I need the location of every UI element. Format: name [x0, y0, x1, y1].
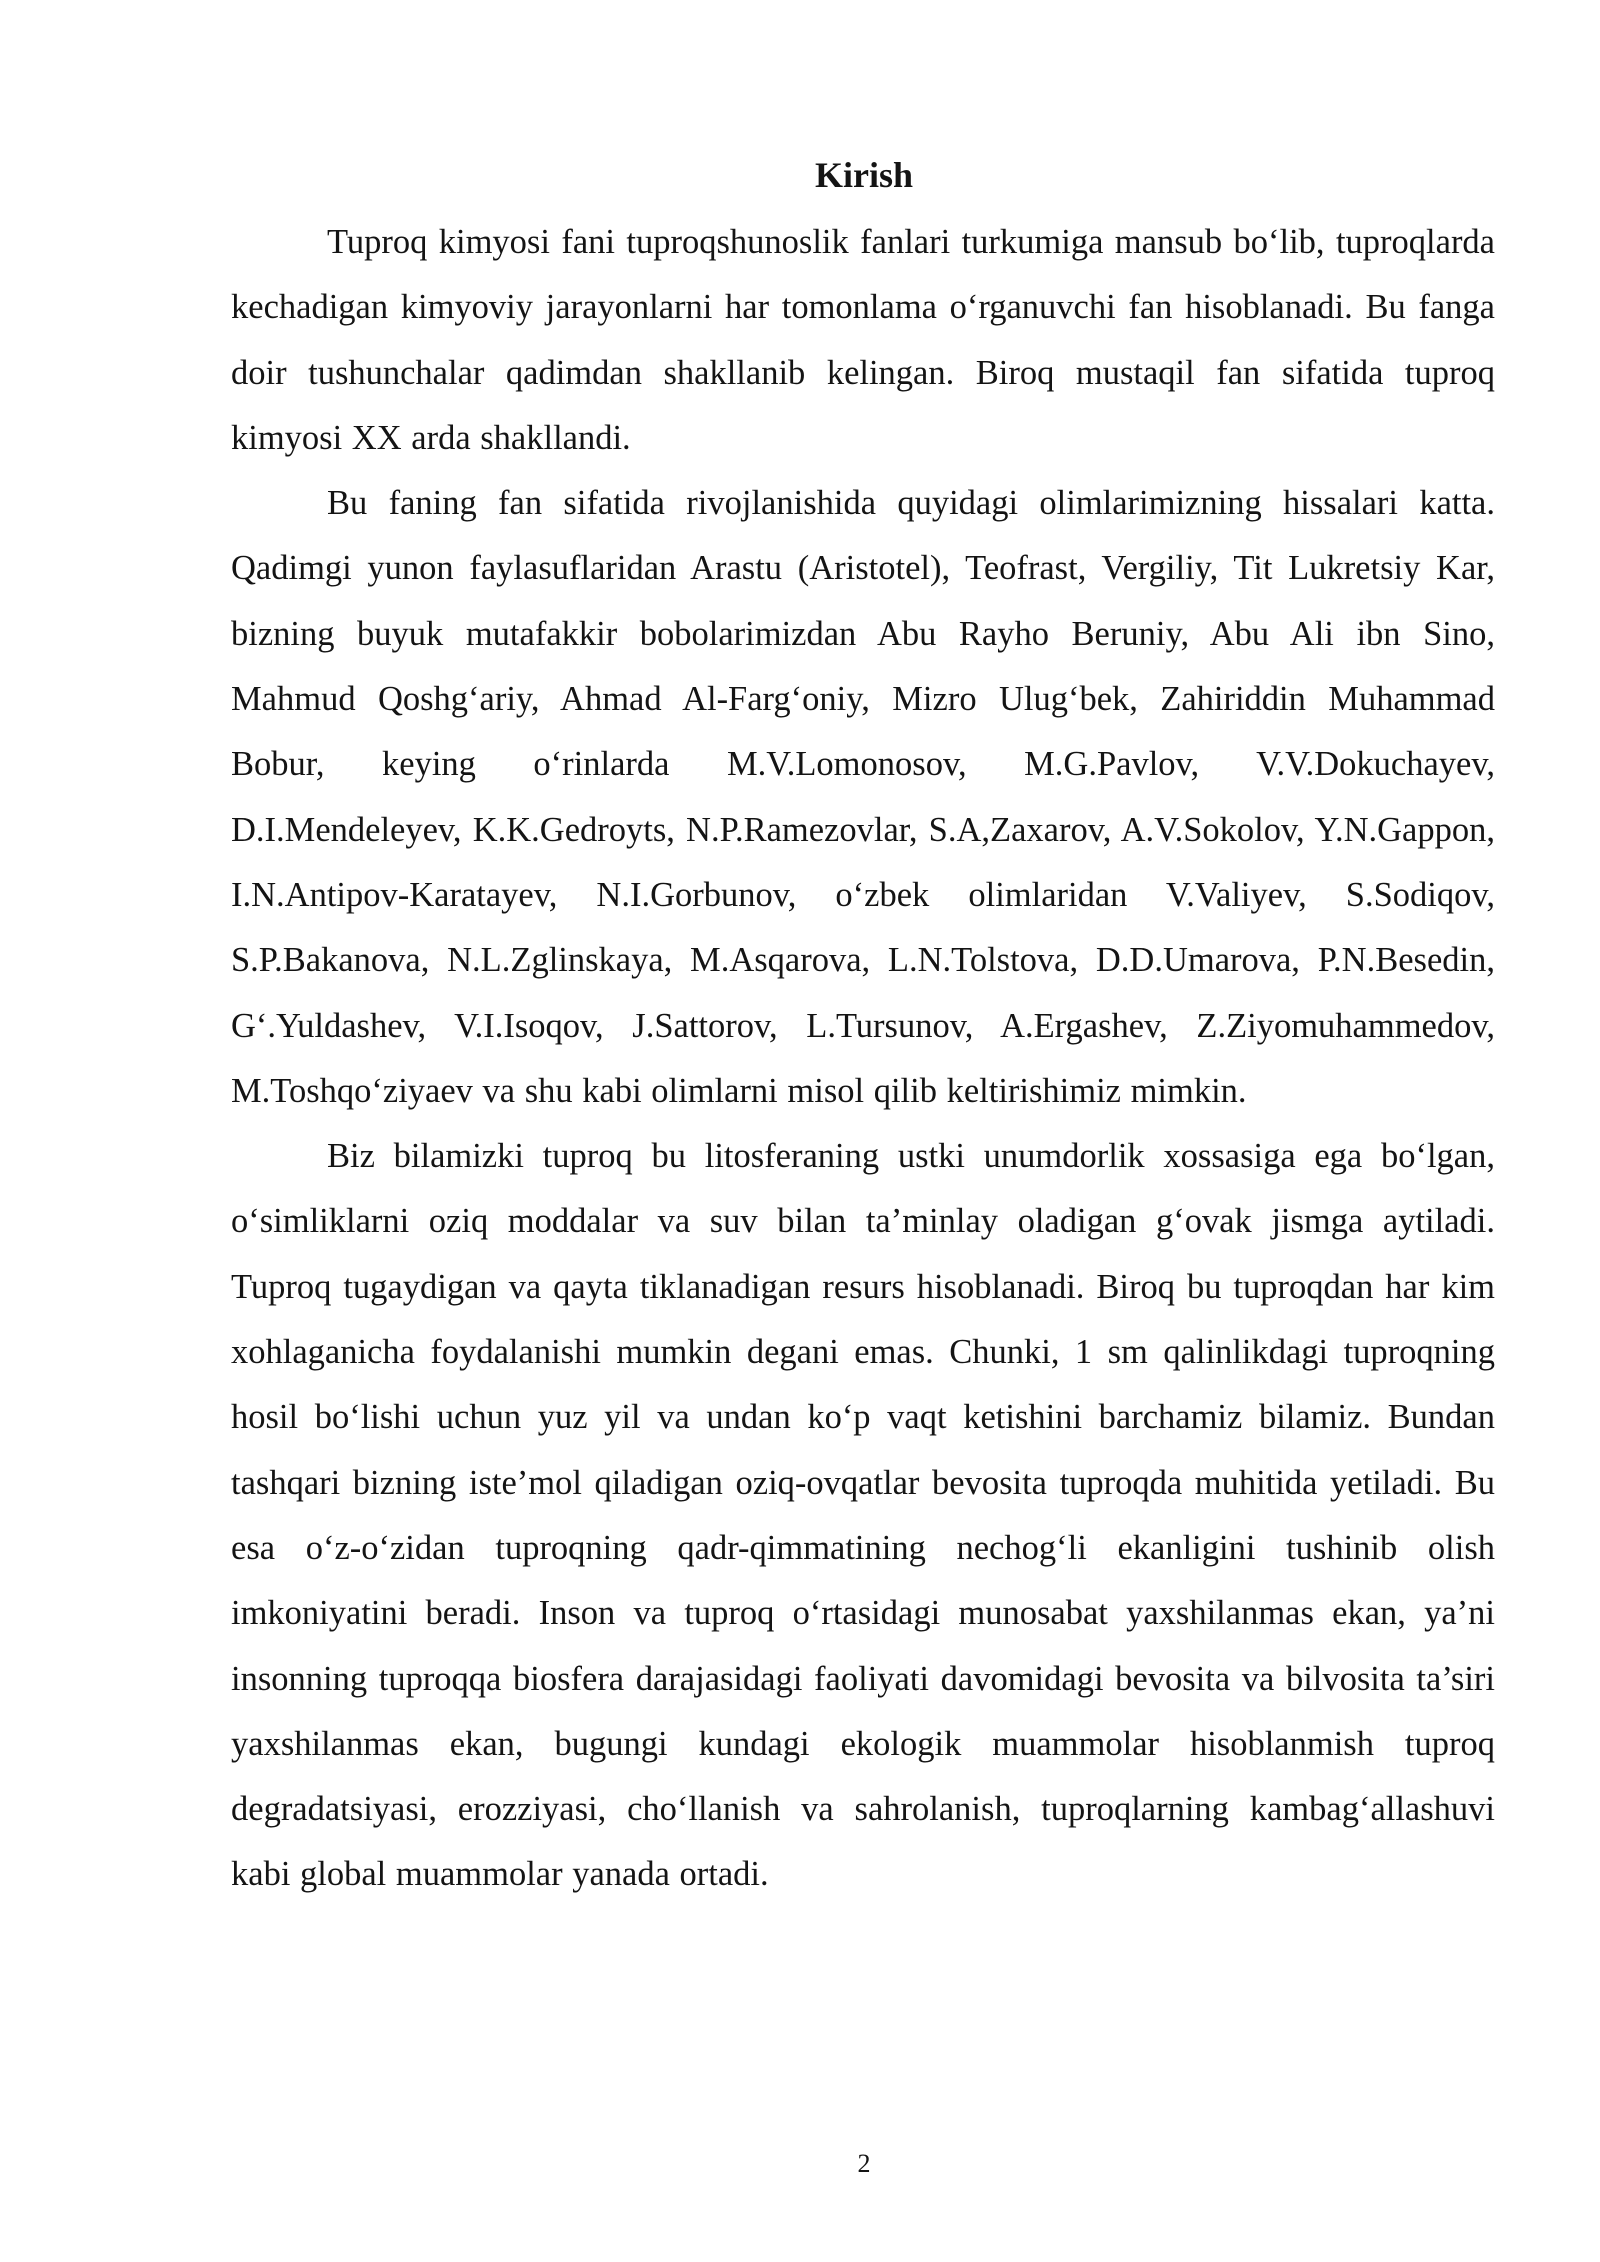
paragraph-soil-importance: Biz bilamizki tuproq bu litosferaning ustki unumdorlik xossasiga ega bo‘lgan, o‘simliklarni oziq moddalar va suv bilan ta’minlay oladigan g‘ovak jismga aytiladi. Tuproq tugaydigan va qayta tiklanadigan resurs hisoblanadi. Biroq bu tuproqdan har kim xohlaganicha foydalanishi mumkin degani emas. Chunki, 1 sm qalinlikdagi tuproqning hosil bo‘lishi uchun yuz yil va undan ko‘p vaqt ketishini barchamiz bilamiz. Bundan tashqari bizning iste’mol qiladigan oziq-ovqatlar bevosita tuproqda muhitida yetiladi. Bu esa o‘z-o‘zidan tuproqning qadr-qimmatining nechog‘li ekanligini tushinib olish imkoniyatini beradi. Inson va tuproq o‘rtasidagi munosabat yaxshilanmas ekan, ya’ni insonning tuproqqa biosfera darajasidagi faoliyati davomidagi bevosita va bilvosita ta’siri yaxshilanmas ekan, bugungi kundagi ekologik muammolar hisoblanmish tuproq degradatsiyasi, erozziyasi, cho‘llanish va sahrolanish, tuproqlarning kambag‘allashuvi kabi global muammolar yanada ortadi. [231, 1137, 1495, 1894]
body-text [231, 210, 1495, 1908]
page-number: 2 [857, 2149, 871, 2178]
paragraph-scholars: Bu faning fan sifatida rivojlanishida quyidagi olimlarimizning hissalari katta. Qadimgi yunon faylasuflaridan Arastu (Aristotel), Teofrast, Vergiliy, Tit Lukretsiy Kar, bizning buyuk mutafakkir bobolarimizdan Abu Rayho Beruniy, Abu Ali ibn Sino, Mahmud Qoshg‘ariy, Ahmad Al-Farg‘oniy, Mizro Ulug‘bek, Zahiriddin Muhammad Bobur, keying o‘rinlarda M.V.Lomonosov, M.G.Pavlov, V.V.Dokuchayev, D.I.Mendeleyev, K.K.Gedroyts, N.P.Ramezovlar, S.A,Zaxarov, A.V.Sokolov, Y.N.Gappon, I.N.Antipov-Karatayev, N.I.Gorbunov, o‘zbek olimlaridan V.Valiyev, S.Sodiqov, S.P.Bakanova, N.L.Zglinskaya, M.Asqarova, L.N.Tolstova, D.D.Umarova, P.N.Besedin, G‘.Yuldashev, V.I.Isoqov, J.Sattorov, L.Tursunov, A.Ergashev, Z.Ziyomuhammedov, M.Toshqo‘ziyaev va shu kabi olimlarni misol qilib keltirishimiz mimkin. [231, 484, 1495, 1110]
paragraph-intro: Tuproq kimyosi fani tuproqshunoslik fanlari turkumiga mansub bo‘lib, tuproqlarda kechadigan kimyoviy jarayonlarni har tomonlama o‘rganuvchi fan hisoblanadi. Bu fanga doir tushunchalar qadimdan shakllanib kelingan. Biroq mustaqil fan sifatida tuproq kimyosi XX arda shakllandi. [231, 223, 1495, 457]
section-heading: Kirish [814, 155, 913, 195]
